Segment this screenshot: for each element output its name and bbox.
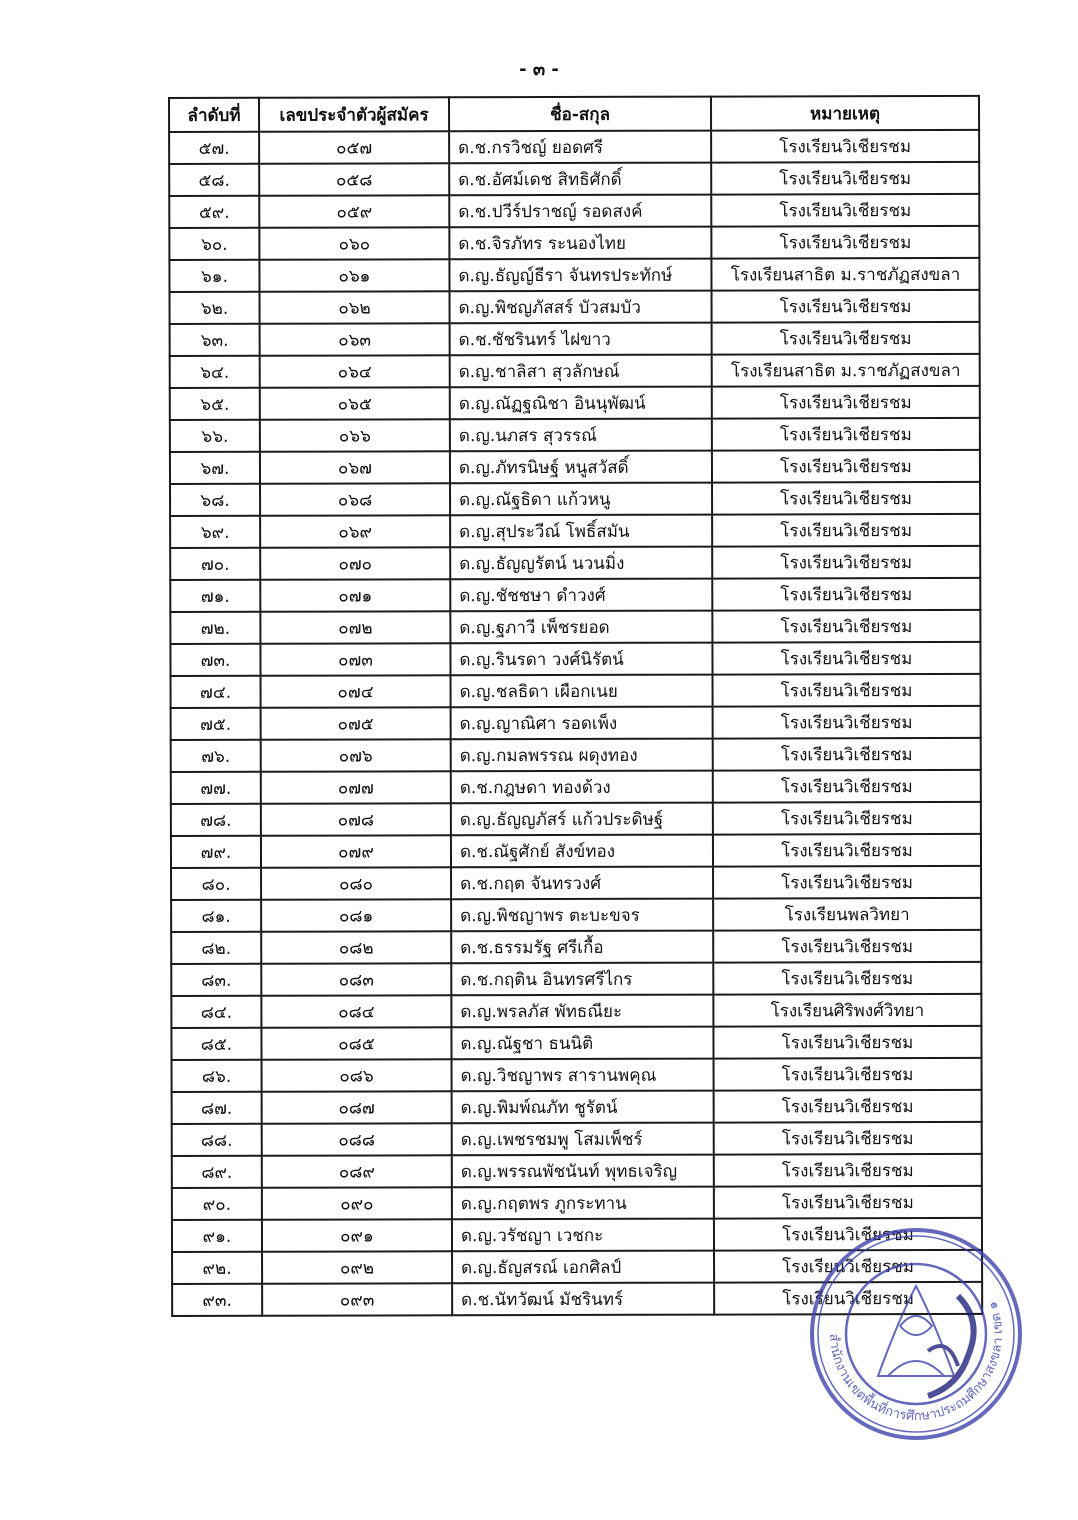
row-applicant-id-cell: ๐๘๒ — [261, 931, 451, 963]
table-row — [170, 482, 980, 516]
row-applicant-id-cell: ๐๖๙ — [260, 515, 450, 547]
row-name-cell: ด.ญ.ญาณิศา รอดเพ็ง — [451, 707, 713, 740]
table-row — [172, 1122, 982, 1156]
table-row — [169, 258, 979, 292]
row-order-cell: ๗๐. — [170, 548, 260, 580]
row-order-cell: ๘๓. — [171, 964, 261, 996]
row-note-cell: โรงเรียนวิเชียรชม — [712, 642, 980, 675]
row-name-cell: ด.ญ.ธัญญรัตน์ นวนมิ่ง — [450, 547, 712, 580]
table-row — [169, 130, 979, 164]
row-note-cell: โรงเรียนวิเชียรชม — [712, 450, 980, 483]
row-note-cell: โรงเรียนวิเชียรชม — [713, 738, 981, 771]
row-order-cell: ๘๕. — [171, 1028, 261, 1060]
row-name-cell: ด.ญ.ณัฐชา ธนนิติ — [451, 1027, 713, 1060]
row-applicant-id-cell: ๐๗๔ — [261, 675, 451, 707]
table-row — [170, 610, 980, 644]
row-name-cell: ด.ญ.ชลธิดา เผือกเนย — [451, 675, 713, 708]
row-applicant-id-cell: ๐๕๘ — [259, 163, 449, 195]
row-name-cell: ด.ญ.พิมพ์ณภัท ชูรัตน์ — [452, 1091, 714, 1124]
row-note-cell: โรงเรียนวิเชียรชม — [714, 1122, 982, 1155]
row-order-cell: ๖๔. — [170, 356, 260, 388]
row-note-cell: โรงเรียนพลวิทยา — [713, 898, 981, 931]
row-order-cell: ๖๒. — [170, 292, 260, 324]
row-order-cell: ๗๗. — [171, 772, 261, 804]
row-note-cell: โรงเรียนวิเชียรชม — [712, 482, 980, 515]
table-row — [169, 226, 979, 260]
row-name-cell: ด.ช.กรวิชญ์ ยอดศรี — [449, 131, 711, 164]
row-applicant-id-cell: ๐๗๒ — [260, 611, 450, 643]
row-name-cell: ด.ญ.ธัญสรณ์ เอกศิลป์ — [452, 1251, 714, 1284]
row-note-cell: โรงเรียนวิเชียรชม — [712, 578, 980, 611]
row-applicant-id-cell: ๐๙๑ — [262, 1219, 452, 1251]
table-body — [169, 130, 982, 1316]
table-row — [170, 290, 980, 324]
seal-text: สำนักงานเขตพื้นที่การศึกษาประถมศึกษาสงขลา เขต ๑ — [825, 1299, 1007, 1425]
row-name-cell: ด.ญ.ธัญญภัสร์ แก้วประดิษฐ์ — [451, 803, 713, 836]
row-name-cell: ด.ช.กฤติน อินทรศรีไกร — [451, 963, 713, 996]
row-applicant-id-cell: ๐๖๖ — [260, 419, 450, 451]
row-name-cell: ด.ญ.ฐภาวี เพ็ชรยอด — [450, 611, 712, 644]
table-row — [170, 418, 980, 452]
table-row — [172, 1058, 982, 1092]
row-note-cell: โรงเรียนสาธิต ม.ราชภัฏสงขลา — [711, 258, 979, 291]
row-applicant-id-cell: ๐๙๓ — [262, 1283, 452, 1315]
row-note-cell: โรงเรียนวิเชียรชม — [712, 290, 980, 323]
row-order-cell: ๖๖. — [170, 420, 260, 452]
row-order-cell: ๘๐. — [171, 868, 261, 900]
row-note-cell: โรงเรียนวิเชียรชม — [713, 1026, 981, 1059]
row-applicant-id-cell: ๐๗๙ — [261, 835, 451, 867]
table-row — [170, 578, 980, 612]
row-name-cell: ด.ญ.วิชญาพร สารานพคุณ — [452, 1059, 714, 1092]
row-applicant-id-cell: ๐๘๓ — [261, 963, 451, 995]
row-note-cell: โรงเรียนวิเชียรชม — [713, 834, 981, 867]
table-row — [170, 514, 980, 548]
row-order-cell: ๘๑. — [171, 900, 261, 932]
row-order-cell: ๘๖. — [172, 1060, 262, 1092]
row-note-cell: โรงเรียนวิเชียรชม — [712, 418, 980, 451]
table-row — [170, 322, 980, 356]
row-order-cell: ๙๑. — [172, 1220, 262, 1252]
row-name-cell: ด.ญ.พิชญาพร ตะบะขจร — [451, 899, 713, 932]
column-header-note: หมายเหตุ — [711, 96, 979, 131]
row-applicant-id-cell: ๐๖๘ — [260, 483, 450, 515]
row-order-cell: ๘๒. — [171, 932, 261, 964]
table-row — [171, 770, 981, 804]
row-name-cell: ด.ญ.พรรณพัชนันท์ พุทธเจริญ — [452, 1155, 714, 1188]
row-order-cell: ๖๕. — [170, 388, 260, 420]
table-header-row — [169, 96, 979, 132]
row-order-cell: ๙๓. — [172, 1284, 262, 1316]
row-name-cell: ด.ญ.ภัทรนิษฐ์ หนูสวัสดิ์ — [450, 451, 712, 484]
table-row — [169, 194, 979, 228]
row-order-cell: ๖๙. — [170, 516, 260, 548]
table-row — [170, 450, 980, 484]
row-applicant-id-cell: ๐๗๐ — [260, 547, 450, 579]
table-row — [170, 546, 980, 580]
row-name-cell: ด.ช.ปวีร์ปราชญ์ รอดสงค์ — [449, 195, 711, 228]
row-applicant-id-cell: ๐๖๗ — [260, 451, 450, 483]
row-name-cell: ด.ญ.รินรดา วงศ์นิรัตน์ — [450, 643, 712, 676]
table-row — [171, 930, 981, 964]
row-note-cell: โรงเรียนศิริพงศ์วิทยา — [713, 994, 981, 1027]
row-note-cell: โรงเรียนวิเชียรชม — [712, 546, 980, 579]
row-applicant-id-cell: ๐๗๑ — [260, 579, 450, 611]
row-order-cell: ๗๓. — [170, 644, 260, 676]
row-order-cell: ๖๐. — [169, 228, 259, 260]
row-note-cell: โรงเรียนวิเชียรชม — [713, 930, 981, 963]
row-applicant-id-cell: ๐๙๒ — [262, 1251, 452, 1283]
row-order-cell: ๗๕. — [171, 708, 261, 740]
table-row — [169, 162, 979, 196]
row-order-cell: ๗๘. — [171, 804, 261, 836]
row-note-cell: โรงเรียนวิเชียรชม — [712, 610, 980, 643]
row-applicant-id-cell: ๐๘๕ — [261, 1027, 451, 1059]
row-applicant-id-cell: ๐๘๘ — [262, 1123, 452, 1155]
row-name-cell: ด.ช.กฎษดา ทองด้วง — [451, 771, 713, 804]
row-note-cell: โรงเรียนวิเชียรชม — [714, 1058, 982, 1091]
row-note-cell: โรงเรียนวิเชียรชม — [711, 162, 979, 195]
row-note-cell: โรงเรียนวิเชียรชม — [714, 1218, 982, 1251]
table-row — [171, 706, 981, 740]
row-name-cell: ด.ญ.กฤตพร ภูกระทาน — [452, 1187, 714, 1220]
applicant-table — [168, 95, 983, 1317]
row-name-cell: ด.ญ.วรัชญา เวชกะ — [452, 1219, 714, 1252]
row-applicant-id-cell: ๐๕๗ — [259, 131, 449, 163]
table-row — [170, 386, 980, 420]
row-order-cell: ๘๘. — [172, 1124, 262, 1156]
table-row — [171, 1026, 981, 1060]
row-note-cell: โรงเรียนวิเชียรชม — [713, 770, 981, 803]
row-order-cell: ๗๔. — [171, 676, 261, 708]
row-applicant-id-cell: ๐๖๐ — [259, 227, 449, 259]
row-note-cell: โรงเรียนวิเชียรชม — [713, 674, 981, 707]
row-order-cell: ๙๒. — [172, 1252, 262, 1284]
row-name-cell: ด.ญ.กมลพรรณ ผดุงทอง — [451, 739, 713, 772]
row-order-cell: ๘๙. — [172, 1156, 262, 1188]
table-row — [171, 962, 981, 996]
row-order-cell: ๙๐. — [172, 1188, 262, 1220]
row-applicant-id-cell: ๐๘๔ — [261, 995, 451, 1027]
row-order-cell: ๗๖. — [171, 740, 261, 772]
row-note-cell: โรงเรียนวิเชียรชม — [713, 706, 981, 739]
row-applicant-id-cell: ๐๗๕ — [261, 707, 451, 739]
row-applicant-id-cell: ๐๘๖ — [262, 1059, 452, 1091]
row-name-cell: ด.ช.จิรภัทร ระนองไทย — [449, 227, 711, 260]
row-note-cell: โรงเรียนวิเชียรชม — [714, 1090, 982, 1123]
row-applicant-id-cell: ๐๘๐ — [261, 867, 451, 899]
row-applicant-id-cell: ๐๖๔ — [260, 355, 450, 387]
column-header-order: ลำดับที่ — [169, 98, 259, 132]
row-name-cell: ด.ญ.ชัชชษา ดำวงศ์ — [450, 579, 712, 612]
table-row — [171, 834, 981, 868]
column-header-name: ชื่อ-สกุล — [449, 97, 711, 132]
row-applicant-id-cell: ๐๗๓ — [260, 643, 450, 675]
row-note-cell: โรงเรียนวิเชียรชม — [712, 386, 980, 419]
row-applicant-id-cell: ๐๖๒ — [260, 291, 450, 323]
row-name-cell: ด.ญ.ชาลิสา สุวลักษณ์ — [450, 355, 712, 388]
row-order-cell: ๗๒. — [170, 612, 260, 644]
row-note-cell: โรงเรียนวิเชียรชม — [712, 514, 980, 547]
table-row — [171, 674, 981, 708]
row-note-cell: โรงเรียนวิเชียรชม — [714, 1250, 982, 1283]
row-note-cell: โรงเรียนสาธิต ม.ราชภัฏสงขลา — [712, 354, 980, 387]
row-name-cell: ด.ญ.ณัฏฐณิชา อินนุพัฒน์ — [450, 387, 712, 420]
table-row — [170, 642, 980, 676]
row-order-cell: ๘๗. — [172, 1092, 262, 1124]
row-order-cell: ๕๗. — [169, 132, 259, 164]
table-row — [171, 898, 981, 932]
row-name-cell: ด.ญ.เพชรชมพู โสมเพ็ชร์ — [452, 1123, 714, 1156]
row-order-cell: ๕๘. — [169, 164, 259, 196]
row-applicant-id-cell: ๐๙๐ — [262, 1187, 452, 1219]
row-applicant-id-cell: ๐๘๑ — [261, 899, 451, 931]
table-row — [171, 866, 981, 900]
row-name-cell: ด.ช.ณัฐศักย์ สังข์ทอง — [451, 835, 713, 868]
row-applicant-id-cell: ๐๘๙ — [262, 1155, 452, 1187]
row-name-cell: ด.ช.ธรรมรัฐ ศรีเกื้อ — [451, 931, 713, 964]
row-note-cell: โรงเรียนวิเชียรชม — [713, 962, 981, 995]
row-order-cell: ๖๗. — [170, 452, 260, 484]
table-row — [172, 1186, 982, 1220]
table-row — [172, 1154, 982, 1188]
official-seal-icon — [808, 1226, 1024, 1442]
row-name-cell: ด.ช.กฤต จันทรวงศ์ — [451, 867, 713, 900]
row-note-cell: โรงเรียนวิเชียรชม — [711, 226, 979, 259]
page-number: - ๓ - — [519, 59, 559, 80]
row-name-cell: ด.ญ.พรลภัส พัทธณียะ — [451, 995, 713, 1028]
row-order-cell: ๕๙. — [169, 196, 259, 228]
row-name-cell: ด.ญ.ธัญญ์ธีรา จันทรประทักษ์ — [449, 259, 711, 292]
table-row — [171, 994, 981, 1028]
row-applicant-id-cell: ๐๗๖ — [261, 739, 451, 771]
row-order-cell: ๖๑. — [169, 260, 259, 292]
row-note-cell: โรงเรียนวิเชียรชม — [714, 1154, 982, 1187]
row-note-cell: โรงเรียนวิเชียรชม — [714, 1282, 982, 1315]
row-note-cell: โรงเรียนวิเชียรชม — [714, 1186, 982, 1219]
row-name-cell: ด.ญ.พิชญภัสสร์ บัวสมบัว — [450, 291, 712, 324]
row-order-cell: ๖๓. — [170, 324, 260, 356]
row-note-cell: โรงเรียนวิเชียรชม — [713, 866, 981, 899]
row-name-cell: ด.ช.นัทวัฒน์ มัชรินทร์ — [452, 1283, 714, 1316]
row-applicant-id-cell: ๐๗๘ — [261, 803, 451, 835]
row-name-cell: ด.ญ.นภสร สุวรรณ์ — [450, 419, 712, 452]
row-applicant-id-cell: ๐๖๑ — [259, 259, 449, 291]
row-name-cell: ด.ญ.สุประวีณ์ โพธิ์สมัน — [450, 515, 712, 548]
row-applicant-id-cell: ๐๖๕ — [260, 387, 450, 419]
row-applicant-id-cell: ๐๖๓ — [260, 323, 450, 355]
row-applicant-id-cell: ๐๗๗ — [261, 771, 451, 803]
row-name-cell: ด.ช.ชัชรินทร์ ไฝขาว — [450, 323, 712, 356]
row-note-cell: โรงเรียนวิเชียรชม — [711, 130, 979, 163]
table-row — [171, 802, 981, 836]
row-applicant-id-cell: ๐๘๗ — [262, 1091, 452, 1123]
row-name-cell: ด.ช.อัศม์เดช สิทธิศักดิ์ — [449, 163, 711, 196]
row-note-cell: โรงเรียนวิเชียรชม — [713, 802, 981, 835]
row-order-cell: ๗๙. — [171, 836, 261, 868]
table-row — [170, 354, 980, 388]
row-applicant-id-cell: ๐๕๙ — [259, 195, 449, 227]
row-note-cell: โรงเรียนวิเชียรชม — [712, 322, 980, 355]
row-order-cell: ๗๑. — [170, 580, 260, 612]
row-name-cell: ด.ญ.ณัฐธิดา แก้วหนู — [450, 483, 712, 516]
column-header-applicant-id: เลขประจำตัวผู้สมัคร — [259, 97, 449, 131]
table-row — [171, 738, 981, 772]
row-note-cell: โรงเรียนวิเชียรชม — [711, 194, 979, 227]
row-order-cell: ๘๔. — [171, 996, 261, 1028]
row-order-cell: ๖๘. — [170, 484, 260, 516]
table-row — [172, 1090, 982, 1124]
